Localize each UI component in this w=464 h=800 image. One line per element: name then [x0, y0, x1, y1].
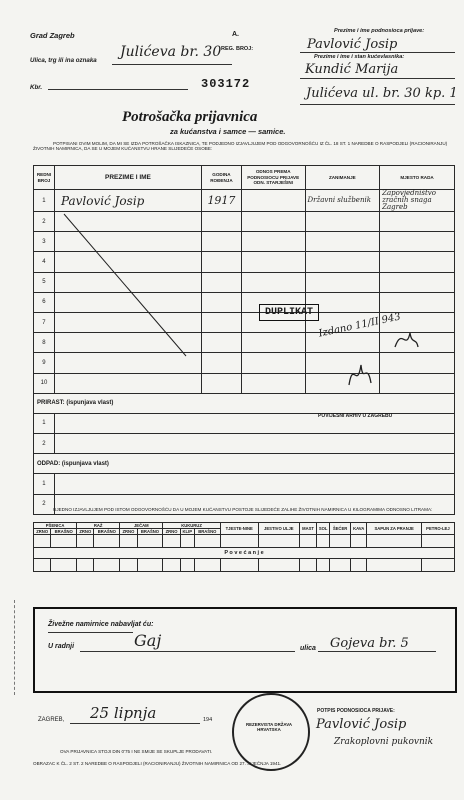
- cell-no: 6: [34, 292, 55, 312]
- header-no: REDNI BROJ: [34, 166, 55, 190]
- cell-workplace: [380, 353, 455, 373]
- stock-cell: [34, 559, 51, 572]
- cell-occupation: [305, 232, 380, 252]
- col-secer: ŠEĆER: [330, 523, 351, 535]
- cell-empty: [54, 434, 201, 454]
- cell-no: 9: [34, 353, 55, 373]
- col-petrolej: PETRO-LEJ: [421, 523, 454, 535]
- place-label: ZAGREB,: [38, 717, 65, 723]
- cell-year: [202, 312, 242, 332]
- cell-year: [202, 232, 242, 252]
- cell-workplace: [380, 272, 455, 292]
- stock-cell: [317, 559, 330, 572]
- cell-relation: [241, 353, 305, 373]
- col-mast: MAST: [299, 523, 316, 535]
- cell-empty: [202, 413, 242, 433]
- cell-workplace: [380, 212, 455, 232]
- cell-relation: [241, 232, 305, 252]
- sub-header: BRAŠNO: [194, 529, 220, 535]
- group-jecam: JEČAM: [120, 523, 163, 529]
- cell-workplace: [380, 252, 455, 272]
- cell-year: [202, 252, 242, 272]
- col-sapun: SAPUN ZA PRANJE: [367, 523, 421, 535]
- signature-value: Pavlović Josip: [316, 717, 407, 732]
- group-raz: RAŽ: [77, 523, 120, 529]
- header-occupation: ZANIMANJE: [305, 166, 380, 190]
- seal-text: REZERVISTA DRŽAVA HRVATSKA: [245, 722, 293, 732]
- cell-no: 1: [34, 413, 55, 433]
- stock-cell: [163, 559, 180, 572]
- cell-occupation: [305, 252, 380, 272]
- cell-relation: [241, 190, 305, 212]
- owner-address: Julićeva ul. br. 30 kp. 1: [306, 86, 458, 101]
- purchase-heading: Živežne namirnice nabavljat ću:: [48, 621, 154, 628]
- header-relation: ODNOS PREMA PODNOSIOCU PRIJAVE ODN. STARJEŠINI: [241, 166, 305, 190]
- intro-text: POTPISANI OVIM MOLIM, DA MI SE IZDA POTROŠAČKA ISKAZNICA, TE PODJEDNO IZJAVLJUJEM POD ODGOVORNOŠĆU IZ ČL. 18 ST. 1 NAREDBE O RASPODJELI (RACIONIRANJU) ŽIVOTNIH NAMIRNICA, DA SE U MOJEM KUĆANSTVU HRANE SLIJEDEĆE OSOBE:: [33, 141, 448, 152]
- cell-year: [202, 373, 242, 393]
- cell-empty: [54, 413, 201, 433]
- stock-table: [33, 522, 455, 572]
- stock-cell: [137, 535, 163, 548]
- signature-label: POTPIS PODNOSIOCA PRIJAVE:: [317, 708, 395, 714]
- cell-empty: [241, 413, 305, 433]
- cancel-diagonal-line: [60, 210, 190, 360]
- cell-year: [202, 292, 242, 312]
- stock-cell: [317, 535, 330, 548]
- street-purchase-value: Gojeva br. 5: [330, 636, 409, 651]
- signature-scribble-icon: [392, 325, 420, 353]
- cell-relation: [241, 373, 305, 393]
- cell-empty: [380, 474, 455, 494]
- cell-empty: [305, 434, 380, 454]
- cell-no: 2: [34, 494, 55, 514]
- stock-cell: [258, 559, 299, 572]
- section-letter: A.: [232, 31, 239, 38]
- shop-label: U radnji: [48, 643, 75, 650]
- stock-cell: [421, 559, 454, 572]
- cell-relation: [241, 252, 305, 272]
- stock-cell: [94, 535, 120, 548]
- sub-header: BRAŠNO: [94, 529, 120, 535]
- cell-no: 2: [34, 434, 55, 454]
- cell-occupation: [305, 272, 380, 292]
- stock-cell: [421, 535, 454, 548]
- cell-year: [202, 353, 242, 373]
- cell-occupation: [305, 212, 380, 232]
- stock-cell: [299, 559, 316, 572]
- cell-no: 1: [34, 474, 55, 494]
- col-tjestenine: TJESTE-NINE: [220, 523, 258, 535]
- col-ulje: JESTIVO ULJE: [258, 523, 299, 535]
- stock-cell: [299, 535, 316, 548]
- duplikat-stamp: DUPLIKAT: [259, 304, 319, 321]
- person-row: [34, 373, 455, 393]
- group-psenica: PŠENICA: [34, 523, 77, 529]
- sub-header: ZRNO: [77, 529, 94, 535]
- cell-relation: [241, 333, 305, 353]
- official-seal: [232, 693, 310, 771]
- initials-scribble-icon: [345, 355, 375, 395]
- serial-number: 303172: [201, 77, 251, 91]
- shop-value: Gaj: [134, 631, 162, 650]
- prirast-label: PRIRAST: (ispunjava vlast): [34, 393, 455, 413]
- stock-cell: [180, 535, 194, 548]
- handwritten-note: Izdano 11/II 943: [317, 311, 402, 340]
- stock-cell: [258, 535, 299, 548]
- kbr-label: Kbr.: [30, 84, 43, 91]
- stock-cell: [180, 559, 194, 572]
- owner-label: Prezime i ime i stan kućevlasnika:: [314, 54, 405, 60]
- signature-title: Zrakoplovni pukovnik: [334, 737, 434, 747]
- stock-cell: [350, 559, 367, 572]
- person-row: [34, 190, 455, 212]
- stock-cell: [220, 535, 258, 548]
- cell-no: 5: [34, 272, 55, 292]
- note-price: OVA PRIJAVNICA STOJI DIN 0'75 I NE SMIJE SE SKUPLJE PRODAVATI.: [60, 749, 213, 754]
- cell-year: [202, 272, 242, 292]
- cell-relation: [241, 272, 305, 292]
- cell-no: 4: [34, 252, 55, 272]
- year-prefix: 194: [203, 717, 213, 723]
- sub-header: BRAŠNO: [51, 529, 77, 535]
- stock-cell: [367, 535, 421, 548]
- cell-occupation: Državni službenik: [305, 190, 380, 212]
- cell-workplace: Zapovjedništvo zračnih snaga Zagreb: [380, 190, 455, 212]
- stock-cell: [194, 535, 220, 548]
- sub-header: ZRNO: [34, 529, 51, 535]
- stock-cell: [330, 559, 351, 572]
- cell-relation: [241, 212, 305, 232]
- street-value: Julićeva br. 30: [120, 44, 222, 60]
- stock-cell: [137, 559, 163, 572]
- cell-empty: [305, 474, 380, 494]
- col-kava: KAVA: [350, 523, 367, 535]
- cell-empty: [202, 474, 242, 494]
- archive-stamp: POVIJESNI ARHIV U ZAGREBU: [318, 413, 393, 419]
- sub-header: KLIP: [180, 529, 194, 535]
- cell-no: 7: [34, 312, 55, 332]
- applicant-value: Pavlović Josip: [307, 37, 398, 52]
- stock-cell: [367, 559, 421, 572]
- sub-header: BRAŠNO: [137, 529, 163, 535]
- stock-cell: [350, 535, 367, 548]
- stock-cell: [220, 559, 258, 572]
- cell-empty: [241, 474, 305, 494]
- cell-no: 1: [34, 190, 55, 212]
- cell-workplace: [380, 232, 455, 252]
- cell-no: 2: [34, 212, 55, 232]
- stock-cell: [51, 535, 77, 548]
- note-regulation: OBRAZAC K ČL. 2 ST. 2 NAREDBE O RASPODJELI (RACIONIRANJU) ŽIVOTNIH NAMIRNICA OD 27. SIJEČNJA 1941.: [33, 761, 282, 766]
- applicant-label: Prezime i ime podnosioca prijave:: [334, 28, 425, 34]
- cell-year: 1917: [202, 190, 242, 212]
- stock-cell: [34, 535, 51, 548]
- extra-row: [34, 434, 455, 454]
- stock-cell: [120, 559, 137, 572]
- header-year: GODINA ROĐENJA: [202, 166, 242, 190]
- cell-name: Pavlović Josip: [54, 190, 201, 212]
- group-kukuruz: KUKURUZ: [163, 523, 220, 529]
- stock-cell: [194, 559, 220, 572]
- stock-cell: [163, 535, 180, 548]
- cell-year: [202, 212, 242, 232]
- stock-cell: [77, 559, 94, 572]
- extra-row: [34, 474, 455, 494]
- stock-cell: [51, 559, 77, 572]
- city-label: Grad Zagreb: [30, 31, 75, 40]
- cell-no: 10: [34, 373, 55, 393]
- col-sol: SOL: [317, 523, 330, 535]
- reg-label: REG. BROJ:: [221, 46, 254, 52]
- stock-declaration: UJEDNO IZJAVLJUJEM POD ISTOM ODGOVORNOŠĆU DA U MOJEM KUĆANSTVU POSTOJE SLIJEDEĆE ZALIHE ŽIVOTNIH NAMIRNICA U KILOGRAMIMA ODNOSNO LITRAMA:: [53, 507, 433, 512]
- stock-cell: [120, 535, 137, 548]
- cell-workplace: [380, 292, 455, 312]
- stock-cell: [77, 535, 94, 548]
- form-subtitle: za kućanstva i samce — samice.: [170, 127, 286, 136]
- date-value: 25 lipnja: [90, 704, 157, 722]
- header-name: PREZIME I IME: [54, 166, 201, 190]
- owner-value: Kundić Marija: [305, 62, 399, 77]
- cell-no: 8: [34, 333, 55, 353]
- form-title: Potrošačka prijavnica: [122, 109, 258, 125]
- cell-empty: [380, 434, 455, 454]
- cell-year: [202, 333, 242, 353]
- cell-empty: [202, 434, 242, 454]
- sub-header: ZRNO: [120, 529, 137, 535]
- stock-cell: [330, 535, 351, 548]
- cell-empty: [241, 434, 305, 454]
- cell-no: 3: [34, 232, 55, 252]
- povecanje-label: P o v e ć a n j e: [34, 548, 455, 559]
- cell-occupation: [305, 333, 380, 353]
- cell-workplace: [380, 373, 455, 393]
- cell-empty: [54, 474, 201, 494]
- cell-name: [54, 373, 201, 393]
- odpad-label: ODPAD: (ispunjava vlast): [34, 454, 455, 474]
- stock-cell: [94, 559, 120, 572]
- street-purchase-label: ulica: [300, 645, 316, 652]
- street-label: Ulica, trg ili ina oznaka: [30, 57, 97, 64]
- header-workplace: MJESTO RADA: [380, 166, 455, 190]
- sub-header: ZRNO: [163, 529, 180, 535]
